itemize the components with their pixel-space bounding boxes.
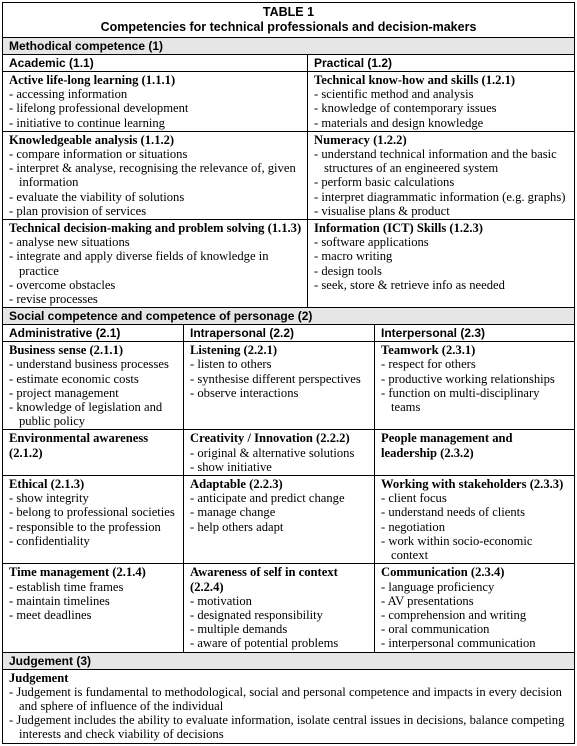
competency-title: Adaptable (2.2.3) xyxy=(190,477,283,492)
list-item: - visualise plans & product xyxy=(314,204,570,218)
list-item: - accessing information xyxy=(9,87,303,101)
list-item: - meet deadlines xyxy=(9,608,179,622)
competency-cell xyxy=(184,476,375,564)
list-item: - maintain timelines xyxy=(9,594,179,608)
list-item: - multiple demands xyxy=(190,622,370,636)
column-header-row xyxy=(3,55,575,72)
list-item: - materials and design knowledge xyxy=(314,116,570,130)
list-item: - compare information or situations xyxy=(9,147,303,161)
competency-cell xyxy=(3,220,308,308)
competency-cell xyxy=(3,564,184,652)
column-header-administrative: Administrative (2.1) xyxy=(3,325,184,342)
list-item: - responsible to the profession xyxy=(9,520,179,534)
section-heading-judgement: Judgement (3) xyxy=(3,652,575,669)
table-row xyxy=(3,342,575,430)
table-row xyxy=(3,564,575,652)
table-row xyxy=(3,430,575,476)
list-item: - understand technical information and the basic structures of an engineered system xyxy=(314,147,570,175)
competency-title: Judgement xyxy=(9,670,69,685)
list-item: - software applications xyxy=(314,235,570,249)
competency-cell xyxy=(3,131,308,219)
list-item: - evaluate the viability of solutions xyxy=(9,190,303,204)
list-item: - respect for others xyxy=(381,357,570,371)
list-item: - estimate economic costs xyxy=(9,372,179,386)
competency-title: Technical decision-making and problem solving (1.1.3) xyxy=(9,221,302,236)
list-item: - language proficiency xyxy=(381,580,570,594)
list-item: - interpersonal communication xyxy=(381,636,570,650)
list-item: - integrate and apply diverse fields of knowledge in practice xyxy=(9,249,303,277)
competency-cell xyxy=(308,220,575,308)
list-item: - knowledge of contemporary issues xyxy=(314,101,570,115)
list-item: - client focus xyxy=(381,491,570,505)
list-item: - overcome obstacles xyxy=(9,278,303,292)
list-item: - original & alternative solutions xyxy=(190,446,370,460)
table-title: Competencies for technical professionals and decision-makers xyxy=(100,20,477,34)
list-item: - design tools xyxy=(314,264,570,278)
competency-cell xyxy=(184,430,375,476)
section-heading-methodical: Methodical competence (1) xyxy=(3,38,575,55)
list-item: - productive working relationships xyxy=(381,372,570,386)
list-item: - scientific method and analysis xyxy=(314,87,570,101)
competency-cell xyxy=(184,564,375,652)
list-item: - anticipate and predict change xyxy=(190,491,370,505)
list-item: - motivation xyxy=(190,594,370,608)
list-item: - plan provision of services xyxy=(9,204,303,218)
competency-cell xyxy=(375,342,575,430)
list-item: - show integrity xyxy=(9,491,179,505)
competency-cell xyxy=(3,669,575,743)
competency-title: Communication (2.3.4) xyxy=(381,565,505,580)
table-row xyxy=(3,476,575,564)
list-item: - comprehension and writing xyxy=(381,608,570,622)
table-row xyxy=(3,131,575,219)
list-item: - macro writing xyxy=(314,249,570,263)
competency-title: Ethical (2.1.3) xyxy=(9,477,85,492)
list-item: - belong to professional societies xyxy=(9,505,179,519)
list-item: - revise processes xyxy=(9,292,303,306)
competency-title: Active life-long learning (1.1.1) xyxy=(9,73,176,87)
section-header-row xyxy=(3,652,575,669)
list-item: - analyse new situations xyxy=(9,235,303,249)
competency-title: People management and leadership (2.3.2) xyxy=(381,431,513,460)
list-item: - interpret & analyse, recognising the relevance of, given information xyxy=(9,161,303,189)
competency-title: Information (ICT) Skills (1.2.3) xyxy=(314,221,483,236)
competency-cell xyxy=(3,342,184,430)
competency-cell xyxy=(375,476,575,564)
competency-cell xyxy=(184,342,375,430)
competency-title: Environmental awareness (2.1.2) xyxy=(9,431,149,460)
competency-cell xyxy=(375,564,575,652)
section-header-row xyxy=(3,308,575,325)
competency-cell xyxy=(3,476,184,564)
competency-cell xyxy=(308,131,575,219)
list-item: - project management xyxy=(9,386,179,400)
competency-title: Knowledgeable analysis (1.1.2) xyxy=(9,132,175,147)
competency-title: Working with stakeholders (2.3.3) xyxy=(381,477,564,492)
list-item: - work within socio-economic context xyxy=(381,534,570,562)
list-item: - seek, store & retrieve info as needed xyxy=(314,278,570,292)
list-item: - show initiative xyxy=(190,460,370,474)
competency-title: Teamwork (2.3.1) xyxy=(381,343,476,358)
column-header-interpersonal: Interpersonal (2.3) xyxy=(375,325,575,342)
list-item: - Judgement includes the ability to evaluate information, isolate central issues in decisions, balance competing interests and check viability of decisions xyxy=(9,713,570,741)
list-item: - synthesise different perspectives xyxy=(190,372,370,386)
list-item: - oral communication xyxy=(381,622,570,636)
column-header-academic: Academic (1.1) xyxy=(3,55,308,72)
list-item: - function on multi-disciplinary teams xyxy=(381,386,570,414)
competency-cell xyxy=(308,72,575,132)
section-header-row xyxy=(3,38,575,55)
list-item: - knowledge of legislation and public policy xyxy=(9,400,179,428)
table-caption xyxy=(3,3,575,38)
column-header-row xyxy=(3,325,575,342)
list-item: - designated responsibility xyxy=(190,608,370,622)
list-item: - establish time frames xyxy=(9,580,179,594)
list-item: - AV presentations xyxy=(381,594,570,608)
list-item: - interpret diagrammatic information (e.g. graphs) xyxy=(314,190,570,204)
list-item: - help others adapt xyxy=(190,520,370,534)
list-item: - initiative to continue learning xyxy=(9,116,303,130)
list-item: - manage change xyxy=(190,505,370,519)
table-row xyxy=(3,669,575,743)
list-item: - lifelong professional development xyxy=(9,101,303,115)
section-heading-social: Social competence and competence of personage (2) xyxy=(3,308,575,325)
list-item: - Judgement is fundamental to methodological, social and personal competence and impacts in every decision and sphere of influence of the individual xyxy=(9,685,570,713)
competency-title: Numeracy (1.2.2) xyxy=(314,132,407,147)
competency-title: Technical know-how and skills (1.2.1) xyxy=(314,73,516,87)
competency-cell xyxy=(3,430,184,476)
list-item: - confidentiality xyxy=(9,534,179,548)
list-item: - understand business processes xyxy=(9,357,179,371)
competency-cell xyxy=(3,72,308,132)
list-item: - listen to others xyxy=(190,357,370,371)
table-row xyxy=(3,220,575,308)
competency-title: Time management (2.1.4) xyxy=(9,565,146,580)
table-row xyxy=(3,72,575,132)
column-header-practical: Practical (1.2) xyxy=(308,55,575,72)
list-item: - perform basic calculations xyxy=(314,175,570,189)
table-label: TABLE 1 xyxy=(262,5,315,19)
list-item: - understand needs of clients xyxy=(381,505,570,519)
competency-cell xyxy=(375,430,575,476)
competencies-table xyxy=(2,2,575,744)
competency-title: Business sense (2.1.1) xyxy=(9,343,124,358)
competency-title: Listening (2.2.1) xyxy=(190,343,278,358)
list-item: - observe interactions xyxy=(190,386,370,400)
competency-title: Awareness of self in context (2.2.4) xyxy=(190,565,338,594)
competency-title: Creativity / Innovation (2.2.2) xyxy=(190,431,350,446)
list-item: - negotiation xyxy=(381,520,570,534)
column-header-intrapersonal: Intrapersonal (2.2) xyxy=(184,325,375,342)
table-caption-row xyxy=(3,3,575,38)
list-item: - aware of potential problems xyxy=(190,636,370,650)
